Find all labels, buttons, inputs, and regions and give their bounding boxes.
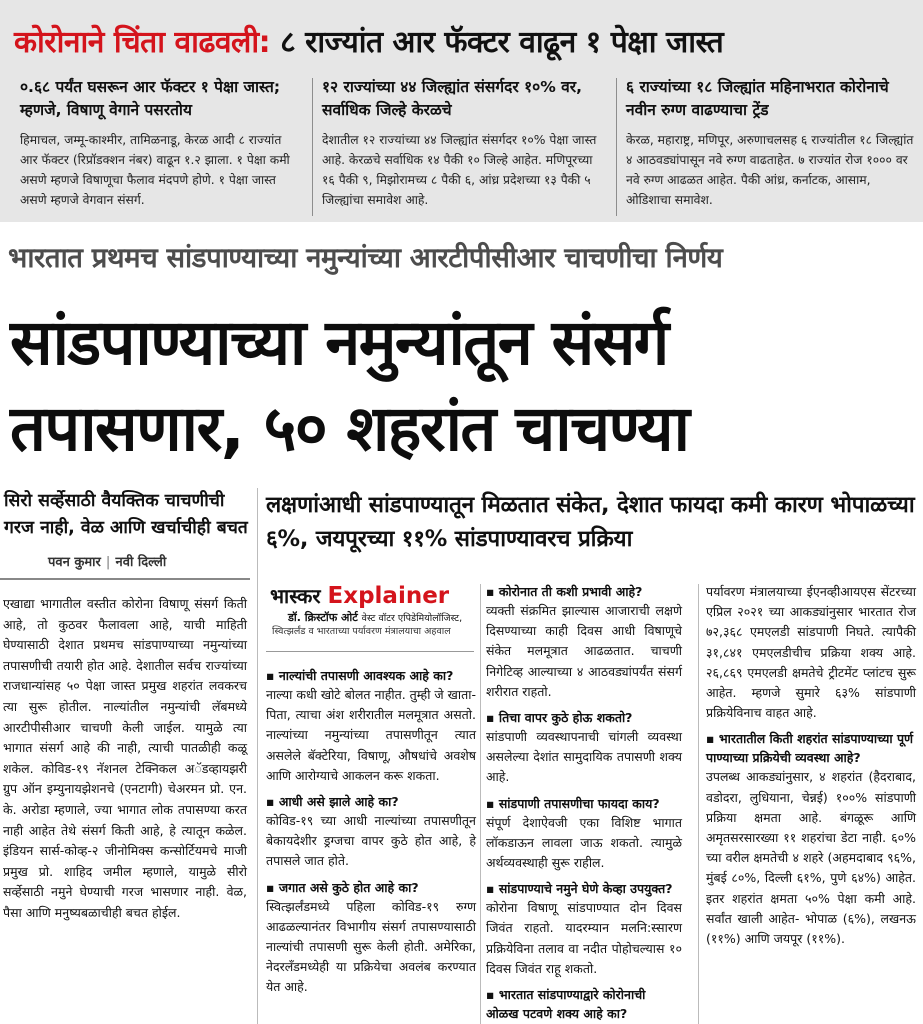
question: ▪ जगात असे कुठे होत आहे का? bbox=[266, 878, 476, 897]
expert-name: डॉ. क्रिस्टॉफ ओर्ट bbox=[288, 611, 358, 624]
top-summary-box bbox=[0, 0, 923, 222]
left-body: एखाद्या भागातील वस्तीत कोरोना विषाणू संसर्ग किती आहे, तो कुठवर फैलावला आहे, याची माहिती घेण्यासाठी देशात प्रथमच सांडपाण्याच्या नमुन्यांच्या तपासणीची तयारी होत आहे. देशातील सर्वच राज्यांच्या राजधान्यांसह ५० पेक्षा जास्त प्रमुख शहरांत लवकरच त्या सुरू होतील. नाल्यांतील नमुन्यांची लॅबमध्ये आरटीपीसीआर चाचणी केली जाईल. यामुळे त्या भागात संसर्ग आहे की नाही, त्याची पातळीही कळू शकेल. कोविड-१९ नॅशनल टेक्निकल अॅडव्हायझरी ग्रुप ऑन इम्युनायझेशनचे (एनटागी) चेअरमन प्रो. एन. के. अरोडा म्हणाले, ज्या भागात लोक तपासण्या करत नाही आहेत तेथे संसर्ग किती आहे, हे त्यातून कळेल. इंडियन सार्स-कोव्ह-२ जीनोमिक्स कन्सोर्टियमचे माजी प्रमुख प्रो. शाहिद जमील म्हणाले, यामुळे सीरो सर्व्हेसाठी नमुने घेण्याची गरज भासणार नाही. वेळ, पैसा आणि मनुष्यबळाचीही बचत होईल. bbox=[3, 596, 247, 920]
top-column-1-body: हिमाचल, जम्मू-काश्मीर, तामिळनाडू, केरळ आदी ८ राज्यांत आर फॅक्टर (रिप्रॉडक्शन नंबर) वाढून १.२ झाला. १ पेक्षा कमी असणे म्हणजे विषाणूचा फैलाव मंदपणे होणे. १ पेक्षा जास्त असणे म्हणजे वेगवान संसर्ग. bbox=[20, 133, 290, 207]
qa-column-1 bbox=[266, 660, 476, 998]
top-column-1 bbox=[20, 76, 302, 216]
top-headline bbox=[14, 20, 723, 61]
top-column-divider bbox=[312, 78, 313, 216]
kicker-headline: भारतात प्रथमच सांडपाण्याच्या नमुन्यांच्या आरटीपीसीआर चाचणीचा निर्णय bbox=[8, 242, 723, 274]
top-column-2 bbox=[322, 76, 606, 216]
left-deck: सिरो सर्व्हेसाठी वैयक्तिक चाचणीची गरज नाही, वेळ आणि खर्चाचीही बचत bbox=[4, 491, 248, 538]
left-story bbox=[0, 484, 252, 1024]
byline-place: नवी दिल्ली bbox=[115, 555, 167, 570]
top-headline-red: कोरोनाने चिंता वाढवली: bbox=[14, 25, 271, 60]
brand-name: भास्कर bbox=[270, 584, 328, 608]
brand-explainer: Explainer bbox=[327, 583, 450, 609]
answer: व्यक्ती संक्रमित झाल्यास आजाराची लक्षणे दिसण्याच्या काही दिवस आधी विषाणूचे संकेत मलमूत्रात आढळतात. चाचणी निगेटिव्ह आल्याच्या ४ आठवड्यांपर्यंत संसर्ग शरीरात राहतो. bbox=[486, 603, 682, 699]
explainer-logo bbox=[270, 584, 474, 608]
answer: संपूर्ण देशाऐवजी एका विशिष्ट भागात लॉकडाऊन लावला जाऊ शकतो. त्यामुळे अर्थव्यवस्थाही सुरू राहील. bbox=[486, 814, 682, 871]
byline-author: पवन कुमार bbox=[48, 555, 101, 570]
answer: नाल्या कधी खोटे बोलत नाहीत. तुम्ही जे खाता-पिता, त्याचा अंश शरीरातील मलमूत्रात असतो. नाल्यांच्या नमुन्यांच्या तपासणीतून त्यात असलेले बॅक्टेरिया, विषाणू, औषधांचे अवशेष आणि आरोग्याचे आकलन करू शकता. bbox=[266, 687, 476, 783]
question: ▪ भारतातील किती शहरांत सांडपाण्याच्या पूर्ण पाण्याच्या प्रक्रियेची व्यवस्था आहे? bbox=[706, 729, 916, 767]
main-headline: सांडपाण्याच्या नमुन्यांतून संसर्ग तपासणार, ५० शहरांत चाचण्या bbox=[10, 306, 689, 465]
top-headline-black: ८ राज्यांत आर फॅक्टर वाढून १ पेक्षा जास्त bbox=[270, 25, 724, 60]
question: ▪ भारतात सांडपाण्याद्वारे कोरोनाची ओळख पटवणे शक्य आहे का? bbox=[486, 985, 682, 1023]
question: ▪ सांडपाणी तपासणीचा फायदा काय? bbox=[486, 794, 682, 813]
question: ▪ तिचा वापर कुठे होऊ शकतो? bbox=[486, 708, 682, 727]
top-column-3 bbox=[626, 76, 914, 216]
qa-column-3 bbox=[706, 582, 916, 949]
explainer-box bbox=[266, 584, 474, 652]
answer: कोविड-१९ च्या आधी नाल्यांच्या तपासणीतून बेकायदेशीर ड्रग्जचा वापर कुठे होत आहे, हे तपासले जात होते. bbox=[266, 813, 476, 869]
expert-description: स्वित्झर्लंड व भारताच्या पर्यावरण मंत्रालयाचा अहवाल bbox=[272, 626, 451, 637]
expert-role: वेस्ट वॉटर एपिडेमियोलॉजिस्ट, bbox=[361, 613, 463, 624]
byline bbox=[48, 552, 252, 570]
top-column-divider bbox=[616, 78, 617, 216]
top-column-1-heading: ०.६८ पर्यंत घसरून आर फॅक्टर १ पेक्षा जास्त; म्हणजे, विषाणू वेगाने पसरतोय bbox=[20, 78, 281, 119]
left-divider bbox=[0, 578, 250, 580]
question: ▪ सांडपाण्याचे नमुने घेणे केव्हा उपयुक्त? bbox=[486, 879, 682, 898]
top-column-3-body: केरळ, महाराष्ट्र, मणिपूर, अरुणाचलसह ६ राज्यांतील १८ जिल्ह्यांत ४ आठवड्यांपासून नवे रुग्ण वाढताहेत. ७ राज्यांत रोज १००० वर नवे रुग्ण आढळत आहेत. पैकी आंध्र, कर्नाटक, आसाम, ओडिशाचा समावेश. bbox=[626, 133, 914, 207]
column-divider bbox=[698, 584, 699, 1024]
answer: पर्यावरण मंत्रालयाच्या ईएनव्हीआयएस सेंटरच्या एप्रिल २०२१ च्या आकड्यांनुसार भारतात रोज ७२,३६८ एमएलडी सांडपाणी निघते. त्यापैकी ३१,८४१ एमएलडीचीच प्रक्रिया शक्य आहे. २६,८६९ एमएलडी क्षमतेचे ट्रीटमेंट प्लांटच सुरू आहेत. म्हणजे सुमारे ६३% सांडपाणी प्रक्रियेविनाच वाहत आहे. bbox=[706, 584, 916, 721]
answer: कोरोना विषाणू सांडपाण्यात दोन दिवस जिवंत राहतो. यादरम्यान मलनि:स्सारण प्रक्रियेविना तलाव वा नदीत पोहोचल्यास १० दिवस जिवंत राहू शकतो. bbox=[486, 900, 682, 976]
byline-separator: | bbox=[105, 555, 111, 570]
top-column-2-body: देशातील १२ राज्यांच्या ४४ जिल्ह्यांत संसर्गदर १०% पेक्षा जास्त आहे. केरळचे सर्वाधिक १४ पैकी १० जिल्हे आहेत. मणिपूरच्या १६ पैकी ९, मिझोरामच्य ८ पैकी ६, आंध्र प्रदेशच्या १३ पैकी ५ जिल्ह्यांचा समावेश आहे. bbox=[322, 133, 597, 207]
answer: उपलब्ध आकड्यांनुसार, ४ शहरांत (हैदराबाद, वडोदरा, लुधियाना, चेन्नई) १००% सांडपाणी प्रक्रिया क्षमता आहे. बंगळूरू आणि अमृतसरसारख्या ११ शहरांचा डेटा नाही. ६०% च्या वरील क्षमतेची ४ शहरे (अहमदाबाद ९६%, मुंबई ८०%, दिल्ली ६१%, पुणे ६४%) आहेत. इतर शहरांत क्षमता ५०% पेक्षा कमी आहे. सर्वांत खाली आहेत- भोपाळ (६%), लखनऊ (११%) आणि जयपूर (११%). bbox=[706, 769, 916, 947]
column-divider bbox=[257, 488, 258, 1024]
question: ▪ नाल्यांची तपासणी आवश्यक आहे का? bbox=[266, 666, 476, 685]
qa-column-2 bbox=[486, 582, 682, 1023]
column-divider bbox=[480, 584, 481, 1024]
expert-line bbox=[288, 610, 474, 625]
question: ▪ कोरोनात ती कशी प्रभावी आहे? bbox=[486, 582, 682, 601]
answer: स्वित्झर्लंडमध्ये पहिला कोविड-१९ रुग्ण आढळल्यानंतर विभागीय संसर्ग तपासण्यासाठी नाल्यांची तपासणी सुरू केली होती. अमेरिका, नेदरलँडमध्येही या प्रक्रियेचा अवलंब करण्यात येत आहे. bbox=[266, 898, 476, 995]
top-column-2-heading: १२ राज्यांच्या ४४ जिल्ह्यांत संसर्गदर १०% वर, सर्वाधिक जिल्हे केरळचे bbox=[322, 78, 582, 119]
question: ▪ आधी असे झाले आहे का? bbox=[266, 792, 476, 811]
right-deck: लक्षणांआधी सांडपाण्यातून मिळतात संकेत, देशात फायदा कमी कारण भोपाळच्या ६%, जयपूरच्या ११% सांडपाण्यावरच प्रक्रिया bbox=[266, 492, 915, 552]
top-column-3-heading: ६ राज्यांच्या १८ जिल्ह्यांत महिनाभरात कोरोनाचे नवीन रुग्ण वाढण्याचा ट्रेंड bbox=[626, 78, 889, 119]
answer: सांडपाणी व्यवस्थापनाची चांगली व्यवस्था असलेल्या देशांत सामुदायिक तपासणी शक्य आहे. bbox=[486, 729, 682, 785]
